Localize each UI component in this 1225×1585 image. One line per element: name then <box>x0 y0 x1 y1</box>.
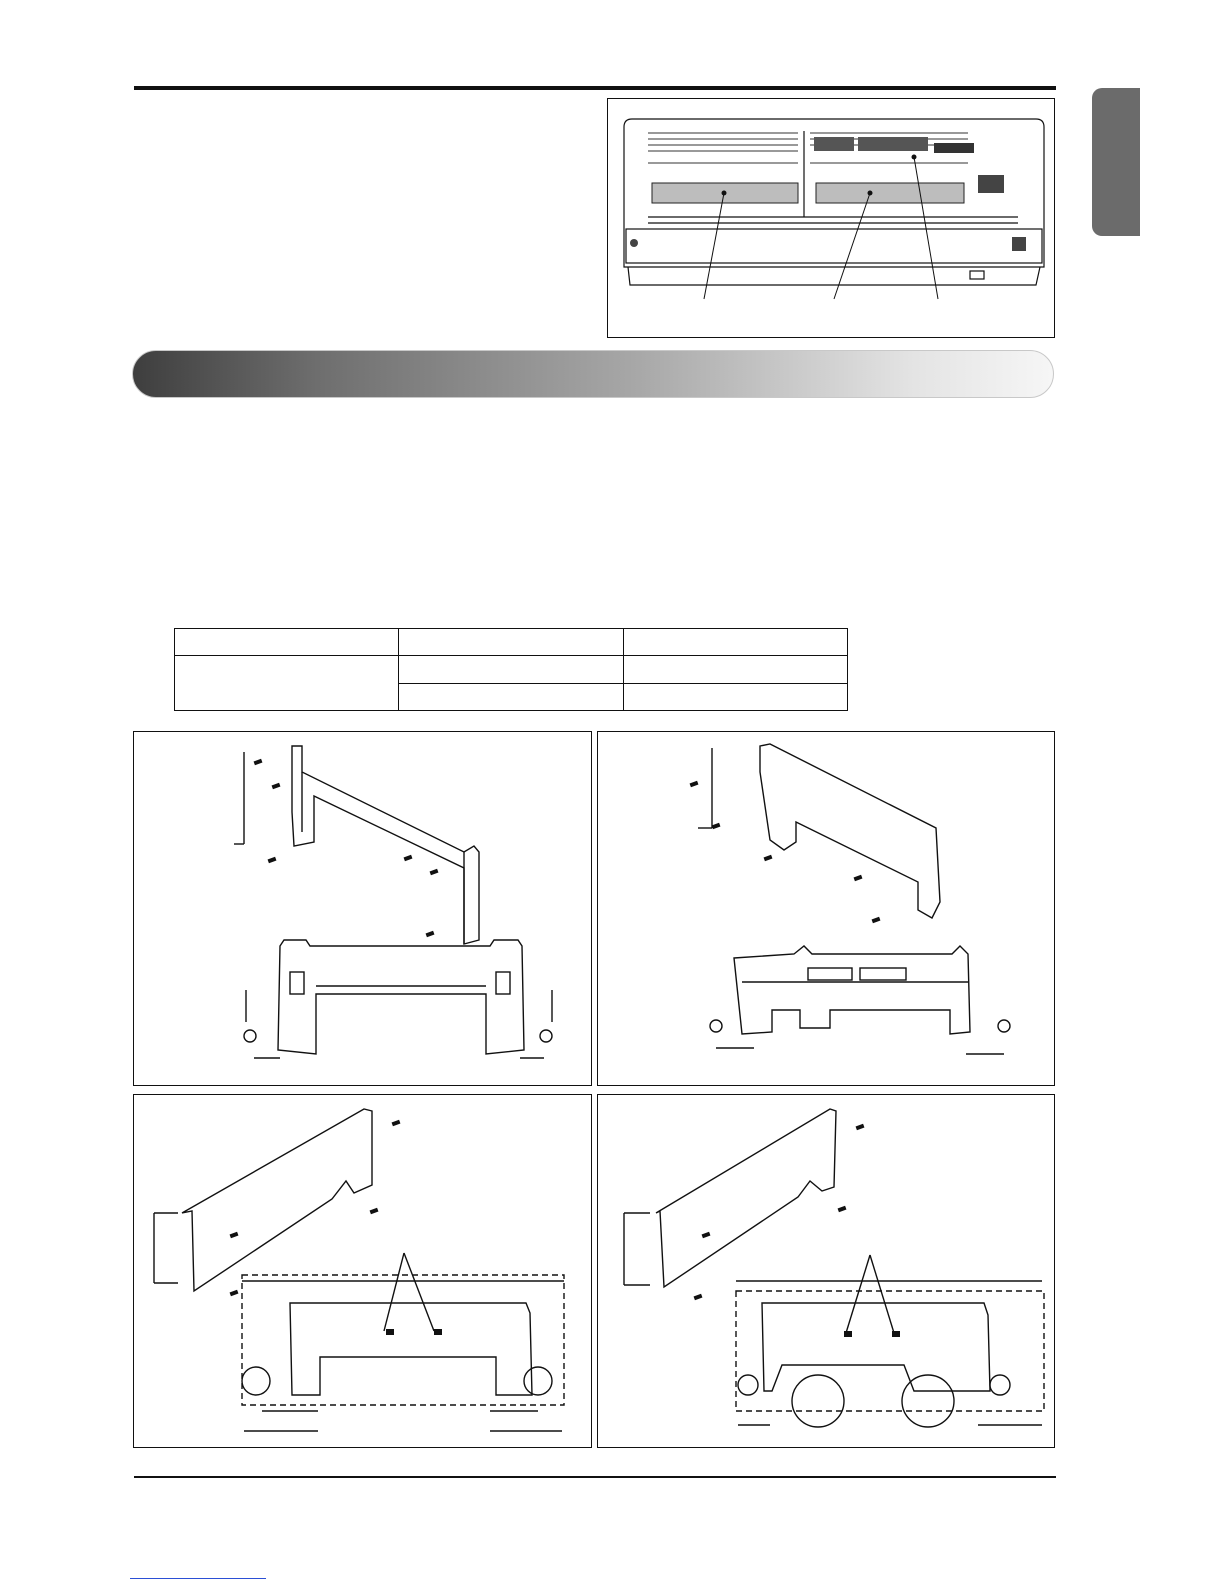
spec-table <box>174 628 848 711</box>
installation-plate-figure-3 <box>133 1094 592 1448</box>
table-cell <box>623 656 847 683</box>
plate-drawing-4 <box>598 1095 1054 1447</box>
installation-plate-figure-2 <box>597 731 1055 1086</box>
table-cell <box>623 629 847 656</box>
top-rule <box>134 86 1056 90</box>
plate-drawing-3 <box>134 1095 591 1447</box>
table-cell <box>399 629 623 656</box>
indoor-unit-drawing <box>608 99 1054 337</box>
plate-drawing-2 <box>598 732 1054 1085</box>
table-row <box>175 656 848 683</box>
installation-plate-figure-1 <box>133 731 592 1086</box>
table-row <box>175 629 848 656</box>
table-cell <box>623 683 847 710</box>
plate-drawing-1 <box>134 732 591 1085</box>
section-title-banner <box>132 350 1054 398</box>
table-cell <box>175 629 399 656</box>
table-cell <box>399 683 623 710</box>
footer-link-underline[interactable] <box>130 1578 266 1579</box>
installation-plate-figure-4 <box>597 1094 1055 1448</box>
language-side-tab <box>1092 88 1140 236</box>
bottom-rule <box>134 1476 1056 1478</box>
indoor-unit-figure <box>607 98 1055 338</box>
table-cell <box>399 656 623 683</box>
table-cell <box>175 656 399 711</box>
